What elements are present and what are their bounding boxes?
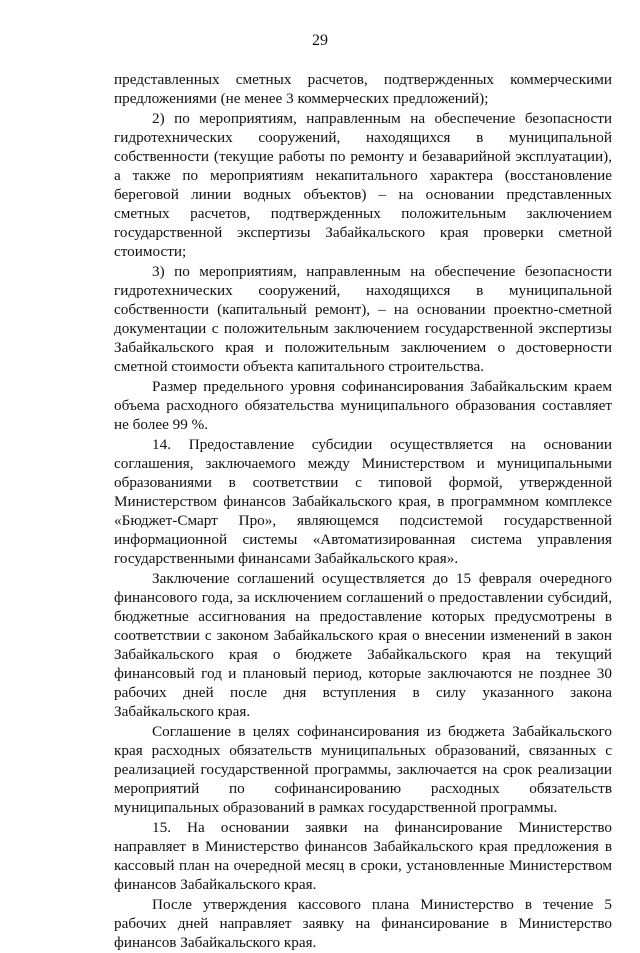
paragraph-cash-plan: После утверждения кассового плана Министерство в течение 5 рабочих дней направляет заявку на финансирование в Министерство финансов Забайкальского края.: [114, 896, 612, 951]
paragraph-item-2: 2) по мероприятиям, направленным на обеспечение безопасности гидротехнических сооружений, находящихся в муниципальной собственности (текущие работы по ремонту и безаварийной эксплуатации), а также по мероприятиям некапитального характера (восстановление береговой линии водных объектов) – на основании представленных сметных расчетов, подтвержденных положительным заключением государственной экспертизы Забайкальского края проверки сметной стоимости;: [114, 110, 612, 260]
paragraph-section-14: 14. Предоставление субсидии осуществляется на основании соглашения, заключаемого между Министерством и муниципальными образованиями в соответствии с типовой формой, утвержденной Министерством финансов Забайкальского края, в программном комплексе «Бюджет-Смарт Про», являющемся подсистемой государственной информационной системы «Автоматизированная система управления государственными финансами Забайкальского края».: [114, 436, 612, 567]
paragraph-agreement-deadline: Заключение соглашений осуществляется до 15 февраля очередного финансового года, за исключением соглашений о предоставлении субсидий, бюджетные ассигнования на предоставление которых предусмотрены в соответствии с законом Забайкальского края о внесении изменений в закон Забайкальского края о бюджете Забайкальского края на текущий финансовый год и плановый период, которые заключаются не позднее 30 рабочих дней после дня вступления в силу указанного закона Забайкальского края.: [114, 570, 612, 720]
paragraph-cofinancing-limit: Размер предельного уровня софинансирования Забайкальским краем объема расходного обязательства муниципального образования составляет не более 99 %.: [114, 378, 612, 433]
document-body: [114, 70, 612, 953]
paragraph-section-15: 15. На основании заявки на финансирование Министерство направляет в Министерство финансов Забайкальского края предложения в кассовый план на очередной месяц в сроки, установленные Министерством финансов Забайкальского края.: [114, 819, 612, 893]
page-number: 29: [312, 32, 328, 49]
paragraph-agreement-term: Соглашение в целях софинансирования из бюджета Забайкальского края расходных обязательств муниципальных образований, связанных с реализацией государственной программы, заключается на срок реализации мероприятий по софинансированию расходных обязательств муниципальных образований в рамках государственной программы.: [114, 723, 612, 816]
paragraph-continuation: представленных сметных расчетов, подтвержденных коммерческими предложениями (не менее 3 коммерческих предложений);: [114, 71, 612, 107]
paragraph-item-3: 3) по мероприятиям, направленным на обеспечение безопасности гидротехнических сооружений, находящихся в муниципальной собственности (капитальный ремонт), – на основании проектно-сметной документации с положительным заключением государственной экспертизы Забайкальского края и положительным заключением о достоверности сметной стоимости объекта капитального строительства.: [114, 263, 612, 375]
